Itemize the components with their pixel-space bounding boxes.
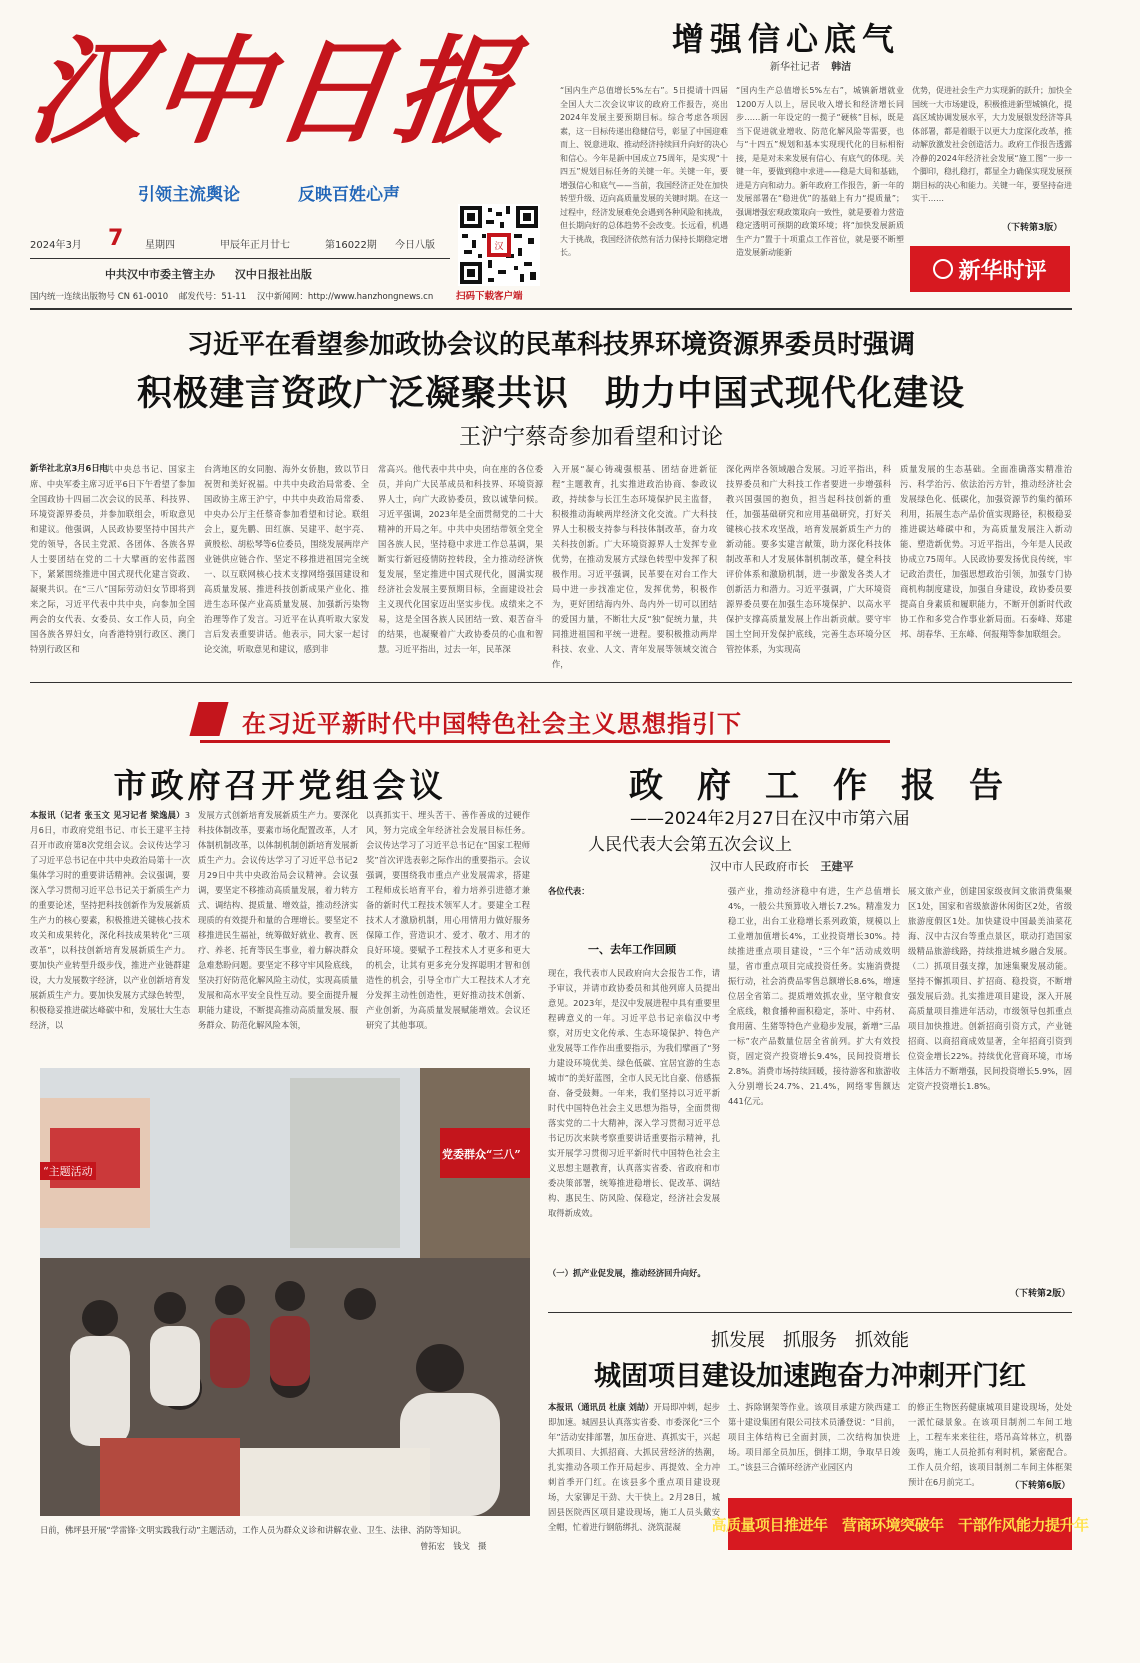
circle-icon: [933, 259, 953, 279]
lead-col-6: 质量发展的生态基础。全面准确落实精准治污、科学治污、依法治污方针，推动经济社会发展绿色化、低碳化，加强资源节约集约循环利用，拓展生态产品价值实现路径，积极稳妥推进碳达峰碳中和，为高质量发展注入新动能、塑造新优势。习近平指出，今年是人民政协成立75周年。人民政协要发扬优良传统，牢记政治责任，加强思想政治引领，加强专门协商机构制度建设，加强自身建设，政协委员要提高自身素质和履职能力，不断开创新时代政协工作和多党合作事业新局面。石泰峰、郑建邦、胡春华、王东峰、何报翔等参加联组会。: [900, 464, 1072, 639]
commentary-col-3: 优势，促进社会生产力实现新的跃升；加快全国统一大市场建设，积极推进新型城镇化，提高区域协调发展水平，大力发展银发经济等具体部署，都是着眼于以更大力度深化改革，推动解放激发社会创造活力。政府工作报告透露冷静的2024年经济社会发展“施工图”一步一个脚印，稳扎稳打，都显全力确保实现发展预期目标的决心和能力。关键一年，要坚持奋进实干……: [912, 86, 1072, 203]
party-meeting-col-3: 以真抓实干、埋头苦干、善作善成的过硬作风，努力完成全年经济社会发展目标任务。会议传达学习了习近平总书记在“国家工程师奖”首次评选表彰之际作出的重要指示。会议强调，要围绕我市重点产业发展需求，搭建工程师成长培育平台，着力培养引进德才兼备的新时代工程技术领军人才。要建全工程技术人才激励机制，用心用情用力做好服务保障工作，营造识才、爱才、敬才、用才的良好环境。要赋予工程技术人才更多和更大的机会，让其有更多充分发挥聪明才智和创造性的机会，引导全市广大工程技术人才充分发挥主动性创造性，更好推动技术创新、产业创新，为高质量发展赋能增效。会议还研究了其他事项。: [366, 810, 530, 1030]
lead-col-1: 中共中央总书记、国家主席、中央军委主席习近平6日下午看望了参加全国政协十四届二次会议的民革、科技界、环境资源界委员，并参加联组会，听取意见和建议。他强调，人民政协要坚持中国共产党的领导，各民主党派、各团体、各族各界人士要团结在党的二十大擘画的宏伟蓝图下，紧紧围绕推进中国式现代化建言资政、凝聚共识。在“三八”国际劳动妇女节即将到来之际，习近平代表中共中央，向参加全国两会的女代表、女委员、女工作人员，向全国各族各界妇女，向香港特别行政区、澳门特别行政区和: [30, 464, 195, 654]
gov-report-col-3: 展文旅产业，创建国家级夜间文旅消费集聚区1处，国家和省级旅游休闲街区2处，省级旅游度假区1处。加快建设中国最美油菜花海、汉中古汉台等重点景区，联动打造国家级精品旅游线路，持续推进城乡融合发展。（二）抓项目强支撑，加速集聚发展动能。坚持不懈抓项目、扩招商、稳投资，不断增强发展后劲。扎实推进项目建设，深入开展高质量项目推进年活动，市级领导包抓重点项目加快推进。创新招商引资方式，产业链招商、以商招商成效显著，全年招商引资到位资金增长22%。持续优化营商环境，市场主体活力不断增强，民间投资增长5.9%，固定资产投资增长1.8%。: [908, 886, 1072, 1091]
slogan-banner-text: 高质量项目推进年 营商环境突破年 干部作风能力提升年: [711, 1515, 1089, 1534]
byline-name: 韩洁: [831, 62, 852, 73]
lead-col-2: 台湾地区的女同胞、海外女侨胞，致以节日祝贺和美好祝福。中共中央政治局常委、全国政协主席王沪宁，中共中央政治局常委、中央办公厅主任蔡奇参加看望和讨论。联组会上，夏先鹏、田红旗、吴建平、赵宇亮、黄殷松、胡松琴等6位委员，围绕发展两岸产业链供应链合作、坚定不移推进祖国完全统一、以互联网核心技术支撑网络强国建设和高质量发展、推进科技创新成果产业化、推进生态环保产业高质量发展、加强新污染物治理等作了发言。习近平在认真听取大家发言后发表重要讲话。他表示，同大家一起讨论交流，听取意见和建议，感到非: [204, 464, 369, 654]
commentary-col-1: “国内生产总值增长5%左右”。5日提请十四届全国人大二次会议审议的政府工作报告，亮出2024年发展主要预期目标。综合考虑各项因素，这一目标传递出稳健信号，彰显了中国迎难而上、锐意进取、推动经济持续回升向好的决心和信心。今年是新中国成立75周年，是实现“十四五”规划目标任务的关键一年。关键一年，要增强信心和底气——当前，我国经济正处在加快转型升级、迈向高质量发展的关键时期。在这一过程中，经济发展难免会遇到各种风险和挑战，但长期向好的总体趋势不会改变。长远看，机遇大于挑战，我国经济依然有活力保持长期稳定增长。: [560, 86, 728, 257]
commentary-byline: [770, 58, 851, 73]
lead-kicker: 习近平在看望参加政协会议的民革科技界环境资源界委员时强调: [186, 330, 915, 360]
lead-dateline: 新华社北京3月6日电: [30, 463, 108, 473]
gov-report-headline: 政 府 工 作 报 告: [629, 766, 1003, 806]
news-photo[interactable]: [40, 1068, 530, 1516]
byline-prefix: 新华社记者: [770, 62, 820, 73]
gov-report-subhead-2: 人民代表大会第五次会议上: [588, 835, 792, 855]
xinhua-comment-badge: [910, 246, 1070, 292]
chenggu-text-1: 开局即冲刺，起步即加速。城固县认真落实省委、市委深化“三个年”活动安排部署，加压奋进、真抓实干，兴起大抓项目、大抓招商、大抓民营经济的热潮，扎实推动各项工作开局起步、再提效、全力冲刺首季开门红。在该县多个重点项目建设现场，大家铆足干劲、大干快上。2月28日，城固县医院西区项目建设现场，施工人员头戴安全帽，忙着进行钢筋绑扎、浇筑混凝: [548, 1402, 720, 1532]
photo-banner-left: “主题活动: [40, 1162, 96, 1180]
slogan-left: 引领主流舆论: [138, 185, 240, 205]
commentary-continued: （下转第3版）: [1002, 223, 1063, 233]
photo-banner-right: 党委群众“三八”: [442, 1148, 521, 1161]
theme-banner: [200, 700, 890, 743]
slogan-banner: [711, 1498, 1089, 1550]
gov-report-bold-lead: （一）抓产业促发展，推动经济回升向好。: [548, 1268, 706, 1278]
newspaper-logo: 汉中日报: [20, 24, 528, 160]
slogan-right: 反映百姓心声: [298, 185, 400, 205]
lead-headline: 积极建言资政广泛凝聚共识 助力中国式现代化建设: [136, 373, 965, 414]
gov-report-subhead-1: ——2024年2月27日在汉中市第六届: [630, 809, 910, 829]
photo-credit: 曾拓宏 钱戈 摄: [420, 1541, 487, 1551]
sponsor-line: [105, 266, 312, 282]
author-title: 汉中市人民政府市长: [710, 860, 809, 873]
chenggu-headline: 城固项目建设加速跑奋力冲刺开门红: [594, 1361, 1026, 1392]
lunar-date: 甲辰年正月廿七: [220, 240, 290, 251]
chenggu-kicker: 抓发展 抓服务 抓效能: [711, 1330, 909, 1351]
chenggu-byline: 本报讯（通讯员 杜康 刘劼）: [548, 1402, 654, 1412]
lead-col-3: 常高兴。他代表中共中央，向在座的各位委员，并向广大民革成员和科技界、环境资源界人士，向广大政协委员，致以诚挚问候。习近平强调，2023年是全面贯彻党的二十大精神的开局之年。中共中央团结带领全党全国各族人民，坚持稳中求进工作总基调，果断实行新冠疫情防控转段，全力推动经济恢复发展，坚定推进中国式现代化，圆满实现经济社会发展主要预期目标，全面建设社会主义现代化国家迈出坚实步伐。成绩来之不易，这是全国各族人民团结一致、艰苦奋斗的结果，也凝聚着广大政协委员的心血和智慧。习近平指出，过去一年，民革深: [378, 464, 543, 654]
party-meeting-col-1: [30, 808, 190, 1056]
page-count: 今日八版: [395, 240, 435, 251]
weekday: 星期四: [145, 240, 175, 251]
chenggu-col-2: 土、拆除钢架等作业。该项目承建方陕西建工第十建设集团有限公司技术员潘登说：“目前，项目主体结构已全面封顶，二次结构加快进场。项目部全员加压，倒排工期，争取早日竣工。”该县三合循环经济产业园区内: [728, 1402, 900, 1472]
date-line: [30, 226, 450, 254]
commentary-col-2: “国内生产总值增长5%左右”，城镇新增就业1200万人以上，居民收入增长和经济增长同步……新一年设定的一揽子“硬核”目标，既是当下促进就业增收、防范化解风险等需要，也与“十四五”规划和基本实现现代化的目标相衔接，是是对未来发展有信心、有底气的体现。关键一年，要做到稳中求进——稳是大局和基础，进是方向和动力。新年政府工作报告，新一年的发展部署在“稳进优”的基础上有力“提质量”；强调增强宏观政策取向一致性，就是要着力营造稳定透明可预期的政策环境；将“加快发展新质生产力”置于十项重点工作首位，就是要不断塑造发展新动能新: [736, 86, 904, 257]
gov-report-section-1: 一、去年工作回顾: [588, 943, 676, 956]
banner-text: 在习近平新时代中国特色社会主义思想指引下: [242, 709, 742, 738]
gov-report-text-1: 现在，我代表市人民政府向大会报告工作，请予审议，并请市政协委员和其他列席人员提出意见。2023年，是汉中发展进程中具有重要里程碑意义的一年。习近平总书记亲临汉中考察，对历史文化传承、生态环境保护、特色产业发展等工作作出重要指示，为我们擘画了“努力建设环境优美、绿色低碳、宜居宜游的生态城市”的美好蓝图，全市人民无比自豪、倍感振奋、备受鼓舞。一年来，我们坚持以习近平新时代中国特色社会主义思想为指导，全面贯彻落实党的二十大精神，深入学习贯彻习近平总书记历次来陕考察重要讲话重要指示精神，扎实开展学习贯彻习近平新时代中国特色社会主义思想主题教育，认真落实省委、省政府和市委决策部署，统筹推进稳增长、促改革、调结构、惠民生、防风险、保稳定，经济社会发展取得新成效。: [548, 968, 720, 1218]
chenggu-continued: （下转第6版）: [1010, 1481, 1071, 1491]
publication-info: [30, 290, 433, 302]
gov-report-col-2: 强产业，推动经济稳中有进，生产总值增长4%，一般公共预算收入增长7.2%。精准发力稳工业，出台工业稳增长系列政策，规模以上工业增加值增长4%，工业投资增长30%。持续推进重点项目建设，“三个年”活动成效明显，省市重点项目完成投资任务。实施消费提振行动，社会消费品零售总额增长8.6%，增速位居全省第二。提质增效抓农业，坚守粮食安全底线，粮食播种面积稳定，茶叶、中药材、食用菌、生猪等特色产业稳步发展，新增“三品一标”农产品数量位居全省前列。扩大有效投资，固定资产投资增长9.4%，民间投资增长2.8%。消费市场持续回暖，接待游客和旅游收入分别增长24.7%、21.4%，网络零售额达441亿元。: [728, 886, 900, 1106]
gov-report-author: [710, 858, 854, 874]
chenggu-col-1: [548, 1400, 720, 1550]
party-meeting-col-2: 发展方式创新培育发展新质生产力。要深化科技体制改革，要素市场化配置改革，人才体制机制改革，以体制机制创新培育发展新质生产力。会议传达学习了习近平总书记2月29日中共中央政治局会议精神。会议强调，要坚定不移推动高质量发展，着力转方式、调结构、提质量、增效益，推动经济实现质的有效提升和量的合理增长。要坚定不移推进民生福祉，统筹做好就业、教育、医疗、养老、托育等民生事业，着力解决群众急难愁盼问题。要坚定不移守牢风险底线，坚决打好防范化解风险主动仗，实现高质量发展和高水平安全良性互动。要全面提升履职能力建设，不断提高推动高质量发展、服务群众、防范化解风险本领，: [198, 810, 358, 1030]
date-month: 2024年3月: [30, 240, 82, 251]
gov-report-greeting: 各位代表：: [548, 886, 590, 896]
issue-number: 第16022期: [325, 240, 377, 251]
party-meeting-headline: 市政府召开党组会议: [113, 766, 447, 805]
website-label: 汉中新闻网：: [256, 292, 308, 302]
gov-report-continued: （下转第2版）: [1010, 1289, 1071, 1299]
chenggu-col-3: 的修正生物医药健康城项目建设现场，处处一派忙碌景象。在该项目制剂二车间工地上，工程车来来往往，塔吊高耸林立，机器轰鸣，施工人员抢抓有利时机，紧密配合。工作人员介绍，该项目制剂二车间主体框架预计在6月前完工。: [908, 1402, 1072, 1487]
cn-number: 国内统一连续出版物号 CN 61-0010: [30, 292, 169, 302]
author-name: 王建平: [820, 860, 854, 873]
photo-caption: 日前，佛坪县开展“学雷锋·文明实践我行动”主题活动，工作人员为群众义诊和讲解农业、卫生、法律、消防等知识。: [40, 1525, 467, 1535]
sponsor-main: 中共汉中市委主管主办: [105, 268, 215, 281]
date-day: 7: [108, 226, 124, 251]
lead-col-5: 深化两岸各领域融合发展。习近平指出，科技界委员和广大科技工作者要进一步增强科教兴国强国的抱负，担当起科技创新的重任，加强基础研究和应用基础研究，打好关键核心技术攻坚战，培育发展新质生产力的新动能。要多实建言献策，助力深化科技体制改革和人才发展体制机制改革，健全科技评价体系和激励机制，进一步激发各类人才创新活力和潜力。习近平强调，广大环境资源界委员要在加强生态环境保护、以高水平保护支撑高质量发展上作出新贡献。要守牢国土空间开发保护底线，完善生态环境分区管控体系，为实现高: [726, 464, 891, 654]
banner-flag-icon: [189, 702, 228, 736]
svg-text:汉: 汉: [494, 242, 504, 252]
sponsor-publisher: 汉中日报社出版: [234, 268, 312, 281]
badge-label: 新华时评: [958, 257, 1047, 284]
qr-caption: 扫码下载客户端: [456, 291, 523, 302]
website-link[interactable]: http://www.hanzhongnews.cn: [307, 292, 434, 302]
party-meeting-byline: 本报讯（记者 张玉文 见习记者 梁逸晨）: [30, 810, 185, 820]
qr-code[interactable]: [458, 204, 540, 286]
gov-report-col-1: [548, 884, 720, 1304]
lead-col-4: 入开展“凝心铸魂强根基、团结奋进新征程”主题教育，扎实推进政治协商、参政议政，持续参与长江生态环境保护民主监督，积极推动海峡两岸经济文化交流。广大科技界人士积极支持参与科技体制改革，奋力攻关科技创新。广大环境资源界人士发挥专业优势，在推动发展方式绿色转型中发挥了积极作用。习近平强调，民革要在对台工作大局中进一步找准定位，发挥优势，积极作为，更好团结海内外、岛内外一切可以团结的爱国力量，不断壮大反“独”促统力量，共同推进祖国和平统一进程。要积极推动两岸科技、农业、人文、青年发展等领域交流合作，: [552, 464, 717, 669]
commentary-title: 增强信心底气: [672, 20, 901, 58]
lead-subhead: 王沪宁蔡奇参加看望和讨论: [458, 425, 723, 450]
postal-code: 邮发代号：51-11: [178, 292, 247, 302]
party-meeting-text-1: 3月6日，市政府党组书记、市长王建平主持召开市政府第8次党组会议。会议传达学习了习近平总书记在中共中央政治局第十一次集体学习时的重要讲话精神。会议强调，要深入学习贯彻习近平总书记关于新质生产力的重要论述，坚持把科技创新作为发展新质生产力的核心要素，积极推进关键核心技术攻关和成果转化，深化科技成果转化“三项改革”，以科技创新培育发展新质生产力。要加快产业转型升级步伐，推进产业链群建设，大力发展数字经济，以产业创新培育发展新质生产力。要加快发展方式绿色转型，积极稳妥推进碳达峰碳中和，发展壮大生态经济，以: [30, 810, 190, 1030]
